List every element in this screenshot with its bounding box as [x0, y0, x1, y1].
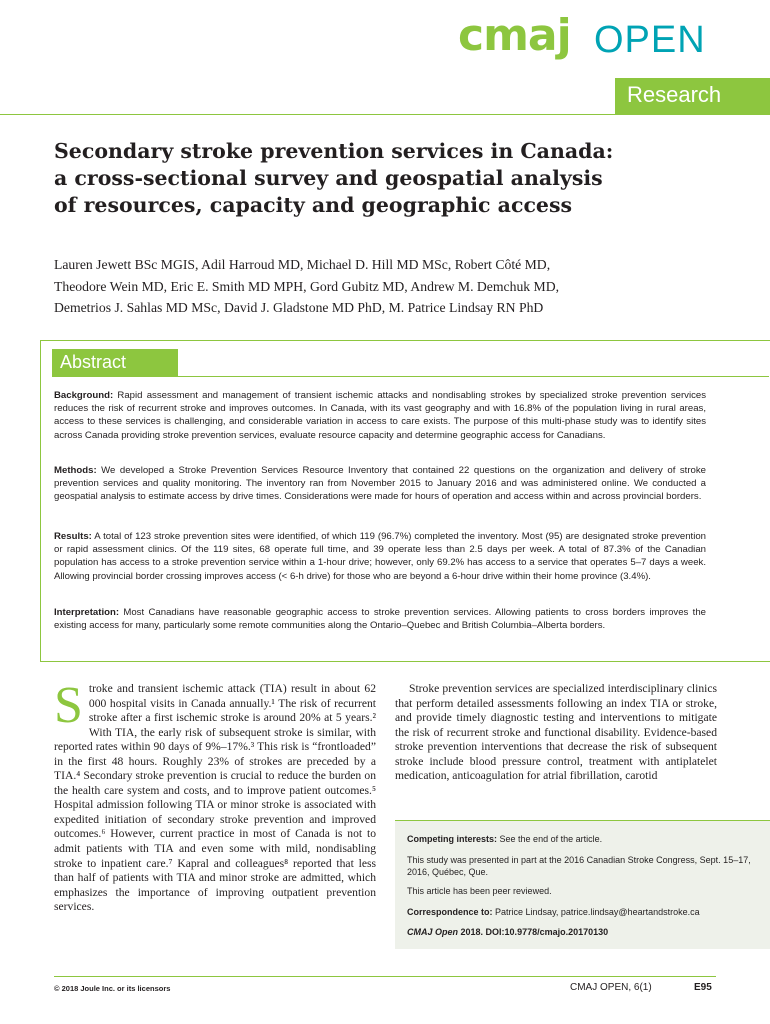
- background-text: Rapid assessment and management of transient ischemic attacks and nondisabling strokes by specialized stroke prevention services reduces the risk of recurrent stroke and improves outcomes. In Canada, with its vast geography and with 16.8% of the population living in rural areas, access to these services is challenging, and considerable variation in access to care exists. The purpose of this multi-phase study was to identify sites across Canada providing stroke prevention services, evaluate resource capacity and determine geographic access for Canadians.: [54, 390, 706, 441]
- abstract-methods: [54, 464, 706, 504]
- body-paragraph: Stroke prevention services are specialized interdisciplinary clinics that perform detailed assessments following an index TIA or stroke, and provide timely diagnostic testing and interventions to mitigate the risk of recurrent stroke and functional disability. Evidence-based stroke prevention interventions that decrease the risk of subsequent stroke include blood pressure control, treatment with antiplatelet medication, anticoagulation for atrial fibrillation, carotid: [395, 682, 717, 783]
- article-title: [54, 138, 694, 219]
- author-line: Theodore Wein MD, Eric E. Smith MD MPH, Gord Gubitz MD, Andrew M. Demchuk MD,: [54, 278, 560, 294]
- citation-journal: CMAJ Open: [407, 927, 459, 937]
- competing-text: See the end of the article.: [499, 834, 603, 844]
- header-divider: [0, 114, 770, 115]
- logo-cmaj-text: cmaj: [458, 10, 571, 61]
- abstract-interpretation: [54, 606, 706, 632]
- abstract-divider: [178, 376, 769, 377]
- background-label: Background:: [54, 390, 114, 401]
- interpretation-text: Most Canadians have reasonable geographic access to stroke prevention services. Allowing patients to cross borders improves the existing access for many, particularly some remote communities along the Ontario–Quebec and British Columbia–Alberta borders.: [54, 607, 706, 632]
- abstract-results: [54, 530, 706, 583]
- peer-text: This article has been peer reviewed.: [407, 886, 552, 896]
- journal-logo: [458, 8, 720, 86]
- interpretation-label: Interpretation:: [54, 607, 120, 618]
- results-label: Results:: [54, 531, 92, 542]
- logo-open-text: OPEN: [594, 19, 706, 61]
- body-paragraph: troke and transient ischemic attack (TIA) result in about 62 000 hospital visits in Canada annually.¹ The risk of recurrent stroke after a first ischemic stroke is around 20% at 5 years.² With TIA, the early risk of subsequent stroke is similar, with reported rates within 90 days of 9%–17%.³ This risk is “frontloaded” in the first 48 hours. Roughly 23% of strokes are preceded by a TIA.⁴ Secondary stroke prevention is crucial to reduce the burden on the health care system and costs, and to improve patient outcomes.⁵ Hospital admission following TIA or minor stroke is associated with expedited initiation of secondary stroke prevention and improved outcomes.⁶ However, current practice in most of Canada is not to admit patients with TIA and even some with mild, nondisabling stroke to inpatient care.⁷ Kapral and colleagues⁸ reported that less than half of patients with TIA and minor stroke are admitted, which emphasizes the importance of improving outpatient prevention services.: [54, 682, 376, 914]
- competing-interests: [407, 833, 755, 845]
- title-line: Secondary stroke prevention services in Canada:: [54, 139, 614, 163]
- presented-text: This study was presented in part at the 2016 Canadian Stroke Congress, Sept. 15–17, 2016, Québec, Que.: [407, 855, 751, 877]
- journal-reference: CMAJ OPEN, 6(1): [570, 982, 652, 993]
- abstract-heading: Abstract: [60, 352, 127, 372]
- title-line: of resources, capacity and geographic access: [54, 193, 573, 217]
- copyright: © 2018 Joule Inc. or its licensors: [54, 984, 171, 993]
- section-banner: [615, 78, 770, 114]
- correspondence: [407, 906, 755, 918]
- abstract-tab: [52, 349, 178, 377]
- body-column-right: [395, 682, 717, 784]
- peer-review-note: [407, 885, 755, 897]
- body-column-left: [54, 677, 376, 915]
- competing-label: Competing interests:: [407, 834, 498, 844]
- correspondence-text[interactable]: Patrice Lindsay, patrice.lindsay@heartandstroke.ca: [495, 907, 700, 917]
- section-label: Research: [627, 82, 722, 107]
- correspondence-label: Correspondence to:: [407, 907, 493, 917]
- abstract-background: [54, 389, 706, 442]
- page-number: E95: [694, 982, 712, 993]
- drop-cap: S: [54, 677, 83, 734]
- author-line: Demetrios J. Sahlas MD MSc, David J. Gladstone MD PhD, M. Patrice Lindsay RN PhD: [54, 300, 544, 315]
- presented-note: [407, 854, 755, 878]
- methods-text: We developed a Stroke Prevention Services Resource Inventory that contained 22 questions on the organization and delivery of stroke prevention services and quality monitoring. The inventory ran from November 2015 to January 2016 and was administered online. We conducted a geospatial analysis to estimate access by drive times. Considerations were made for hours of operation and access within and across provincial borders.: [54, 465, 707, 503]
- citation-text[interactable]: 2018. DOI:10.9778/cmajo.20170130: [460, 927, 609, 937]
- methods-label: Methods:: [54, 465, 97, 476]
- results-text: A total of 123 stroke prevention sites were identified, of which 119 (96.7%) completed the inventory. Most (95) are designated stroke prevention or rapid assessment clinics. Of the 119 sites, 68 operate full time, and 39 operate less than 2.5 days per week. A total of 87.3% of the Canadian population has access to a stroke prevention service within a 1-hour drive; however, only 69.2% has access to a service that operates 5–7 days a week. Allowing provincial border crossing improves access (< 6-h drive) for those who are beyond a 6-hour drive within their home province (3.4%).: [54, 531, 707, 582]
- author-list: [54, 254, 734, 319]
- author-line: Lauren Jewett BSc MGIS, Adil Harroud MD, Michael D. Hill MD MSc, Robert Côté MD,: [54, 257, 551, 272]
- citation: [407, 926, 755, 938]
- article-info-box: [395, 820, 770, 949]
- title-line: a cross-sectional survey and geospatial analysis: [54, 166, 603, 190]
- footer-divider: [54, 976, 716, 977]
